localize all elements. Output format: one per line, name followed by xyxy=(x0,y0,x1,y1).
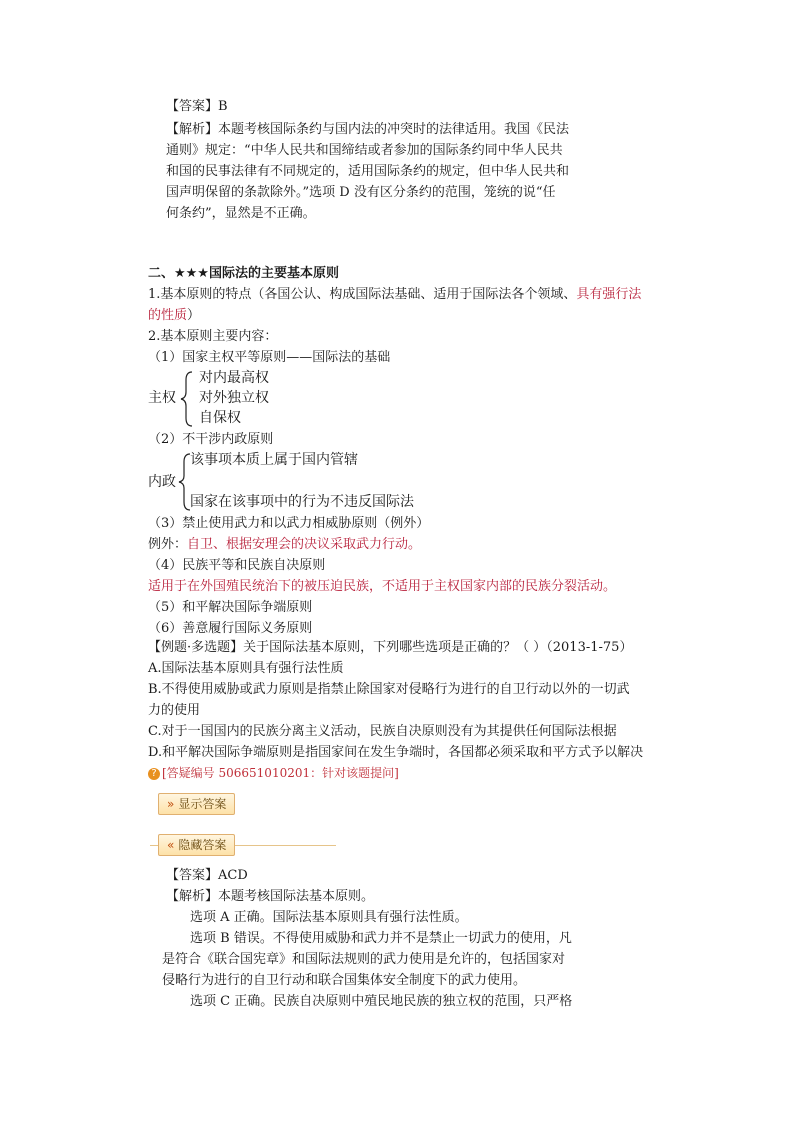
sovereignty-label: 主权 xyxy=(148,390,176,406)
p1-red-2: 的性质 xyxy=(148,308,188,323)
q2-option-a: A.国际法基本原则具有强行法性质 xyxy=(148,661,344,676)
exception-label: 例外： xyxy=(148,537,188,552)
item-6: （6）善意履行国际义务原则 xyxy=(148,621,313,636)
hide-answer-tab[interactable] xyxy=(158,834,235,856)
q1-analysis-line-2: 通则》规定：“中华人民共和国缔结或者参加的国际条约同中华人民共 xyxy=(166,143,563,158)
q2-analysis-b-3: 侵略行为进行的自卫行动和联合国集体安全制度下的武力使用。 xyxy=(162,973,527,988)
p1-prefix: 1.基本原则的特点（各国公认、构成国际法基础、适用于国际法各个领域、 xyxy=(148,287,577,302)
q2-analysis-b-1: 选项 B 错误。不得使用威胁和武力并不是禁止一切武力的使用，凡 xyxy=(190,931,572,946)
sovereignty-item-1: 对内最高权 xyxy=(199,370,269,386)
sovereignty-item-2: 对外独立权 xyxy=(199,390,269,406)
qa-link-text[interactable]: [答疑编号 506651010201：针对该题提问] xyxy=(162,766,399,780)
q2-option-b-cont: 力的使用 xyxy=(148,703,201,718)
hide-answer-label: 隐藏答案 xyxy=(178,838,227,852)
internal-label: 内政 xyxy=(148,474,176,490)
q1-answer: 【答案】B xyxy=(166,99,228,114)
show-answer-label: 显示答案 xyxy=(178,797,227,811)
q1-analysis-line-4: 国声明保留的条款除外。”选项 D 没有区分条约的范围，笼统的说“任 xyxy=(166,185,556,200)
item-4-note: 适用于在外国殖民统治下的被压迫民族，不适用于主权国家内部的民族分裂活动。 xyxy=(148,579,617,594)
qa-link[interactable] xyxy=(148,763,399,783)
p1-suffix: ） xyxy=(187,308,201,323)
sovereignty-brace xyxy=(180,370,194,428)
q2-option-d: D.和平解决国际争端原则是指国家间在发生争端时，各国都必须采取和平方式予以解决 xyxy=(148,745,644,760)
item-5: （5）和平解决国际争端原则 xyxy=(148,600,313,615)
internal-item-1: 该事项本质上属于国内管辖 xyxy=(190,452,358,468)
item-2: （2）不干涉内政原则 xyxy=(148,432,274,447)
item-1: （1）国家主权平等原则——国际法的基础 xyxy=(148,350,391,365)
q2-option-b: B.不得使用威胁或武力原则是指禁止除国家对侵略行为进行的自卫行动以外的一切武 xyxy=(148,682,630,697)
exception-line xyxy=(148,535,421,555)
sovereignty-item-3: 自保权 xyxy=(199,410,241,426)
section-p1-cont xyxy=(148,306,200,326)
exception-text: 自卫、根据安理会的决议采取武力行动。 xyxy=(187,537,422,552)
q2-analysis: 【解析】本题考核国际法基本原则。 xyxy=(166,889,375,904)
q2-answer: 【答案】ACD xyxy=(166,868,248,883)
q2-analysis-c: 选项 C 正确。民族自决原则中殖民地民族的独立权的范围，只严格 xyxy=(190,994,573,1009)
internal-item-2: 国家在该事项中的行为不违反国际法 xyxy=(190,494,414,510)
section-heading: 二、★★★国际法的主要基本原则 xyxy=(148,266,339,281)
section-p1 xyxy=(148,285,641,305)
show-answer-button[interactable] xyxy=(158,793,235,815)
item-4: （4）民族平等和民族自决原则 xyxy=(148,558,326,573)
double-chevron-right-icon: » xyxy=(167,797,175,811)
question-icon: ? xyxy=(148,768,160,780)
q1-analysis-line-3: 和国的民事法律有不同规定的，适用国际条约的规定，但中华人民共和 xyxy=(166,164,570,179)
p1-red: 具有强行法 xyxy=(576,287,642,302)
item-3: （3）禁止使用武力和以武力相威胁原则（例外） xyxy=(148,516,430,531)
q2-option-c: C.对于一国国内的民族分离主义活动，民族自决原则没有为其提供任何国际法根据 xyxy=(148,724,617,739)
double-chevron-up-icon: « xyxy=(167,838,175,852)
q1-analysis-line-1: 【解析】本题考核国际条约与国内法的冲突时的法律适用。我国《民法 xyxy=(166,122,570,137)
q2-stem: 【例题·多选题】关于国际法基本原则，下列哪些选项是正确的？（ ）（2013-1-75） xyxy=(148,640,633,655)
q1-analysis-line-5: 何条约”，显然是不正确。 xyxy=(166,206,316,221)
section-p2: 2.基本原则主要内容： xyxy=(148,329,278,344)
q2-analysis-b-2: 是符合《联合国宪章》和国际法规则的武力使用是允许的，包括国家对 xyxy=(162,952,566,967)
q2-analysis-a: 选项 A 正确。国际法基本原则具有强行法性质。 xyxy=(190,910,468,925)
